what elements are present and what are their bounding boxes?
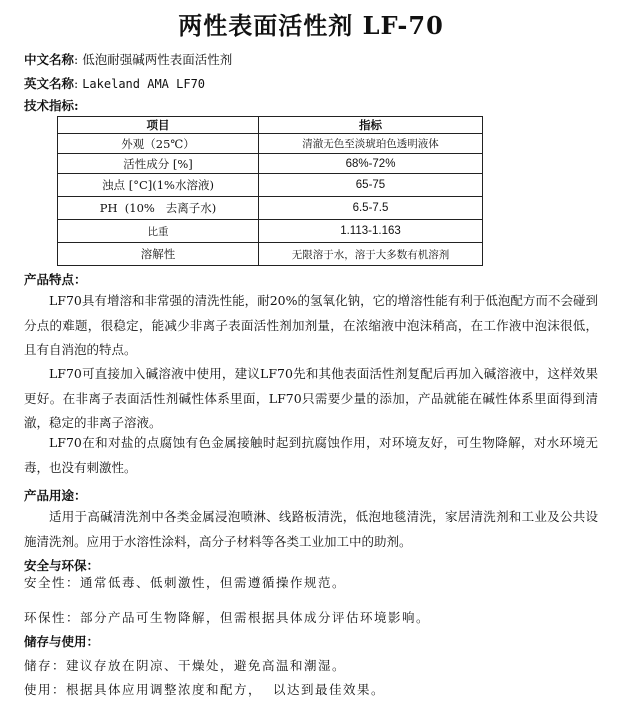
- storage-heading: 储存与使用：: [24, 634, 100, 649]
- en-name-line: 英文名称: Lakeland AMA LF70: [24, 76, 206, 91]
- spec-table: [57, 116, 483, 266]
- cn-name-line: 中文名称: 低泡耐强碱两性表面活性剂: [24, 52, 233, 67]
- spec-item: 外观（25℃）: [58, 134, 259, 154]
- features-paragraph-3: LF70在和对盐的点腐蚀有色金属接触时起到抗腐蚀作用，对环境友好，可生物降解，对水环境无毒，也没有刺激性。: [24, 435, 598, 475]
- features-paragraph-2: LF70可直接加入碱溶液中使用，建议LF70先和其他表面活性剂复配后再加入碱溶液中，这样效果更好。在非离子表面活性剂碱性体系里面，LF70只需要少量的添加，产品就能在碱性体系里面得到清澈，稳定的非离子溶液。: [24, 366, 598, 430]
- usage-line: 使用：根据具体应用调整浓度和配方， 以达到最佳效果。: [24, 682, 385, 697]
- table-row: [58, 154, 483, 174]
- spec-value: 无限溶于水，溶于大多数有机溶剂: [259, 243, 483, 266]
- en-name-label: 英文名称: [24, 76, 75, 91]
- spec-item: 浊点 [°C](1%水溶液): [58, 174, 259, 197]
- spec-value: 65-75: [259, 174, 483, 197]
- spec-item: PH (10% 去离子水): [58, 197, 259, 220]
- spec-value: 清澈无色至淡琥珀色透明液体: [259, 134, 483, 154]
- spec-value: 1.113-1.163: [259, 220, 483, 243]
- spec-value: 68%-72%: [259, 154, 483, 174]
- spec-heading: 技术指标:: [24, 98, 79, 113]
- uses-heading: 产品用途：: [24, 488, 87, 503]
- table-row: [58, 220, 483, 243]
- features-paragraph-1: LF70具有增溶和非常强的清洗性能，耐20%的氢氧化钠，它的增溶性能有利于低泡配方而不会碰到分点的难题，很稳定，能减少非离子表面活性剂加剂量，在浓缩液中泡沫稍高，在工作液中泡沫很低，且有自消泡的特点。: [24, 293, 598, 357]
- table-row: [58, 197, 483, 220]
- document-title: 两性表面活性剂 LF-70: [178, 11, 444, 40]
- table-row: [58, 134, 483, 154]
- safety-line: 安全性：通常低毒、低刺激性，但需遵循操作规范。: [24, 575, 347, 590]
- cn-name-value: 低泡耐强碱两性表面活性剂: [82, 52, 233, 67]
- table-row: [58, 174, 483, 197]
- environment-line: 环保性：部分产品可生物降解，但需根据具体成分评估环境影响。: [24, 610, 431, 625]
- spec-value: 6.5-7.5: [259, 197, 483, 220]
- spec-header-item: 项目: [58, 117, 259, 134]
- safety-heading: 安全与环保：: [24, 558, 100, 573]
- cn-name-label: 中文名称: [24, 52, 75, 67]
- spec-item: 溶解性: [58, 243, 259, 266]
- en-name-value: Lakeland AMA LF70: [82, 77, 206, 91]
- spec-table-header: [58, 117, 483, 134]
- spec-header-value: 指标: [259, 117, 483, 134]
- spec-item: 活性成分 [%]: [58, 154, 259, 174]
- storage-line: 储存：建议存放在阴凉、干燥处，避免高温和潮湿。: [24, 658, 347, 673]
- features-heading: 产品特点：: [24, 272, 87, 287]
- table-row: [58, 243, 483, 266]
- uses-paragraph: 适用于高碱清洗剂中各类金属浸泡喷淋、线路板清洗，低泡地毯清洗，家居清洗剂和工业及公共设施清洗剂。应用于水溶性涂料，高分子材料等各类工业加工中的助剂。: [24, 509, 598, 549]
- spec-item: 比重: [58, 220, 259, 243]
